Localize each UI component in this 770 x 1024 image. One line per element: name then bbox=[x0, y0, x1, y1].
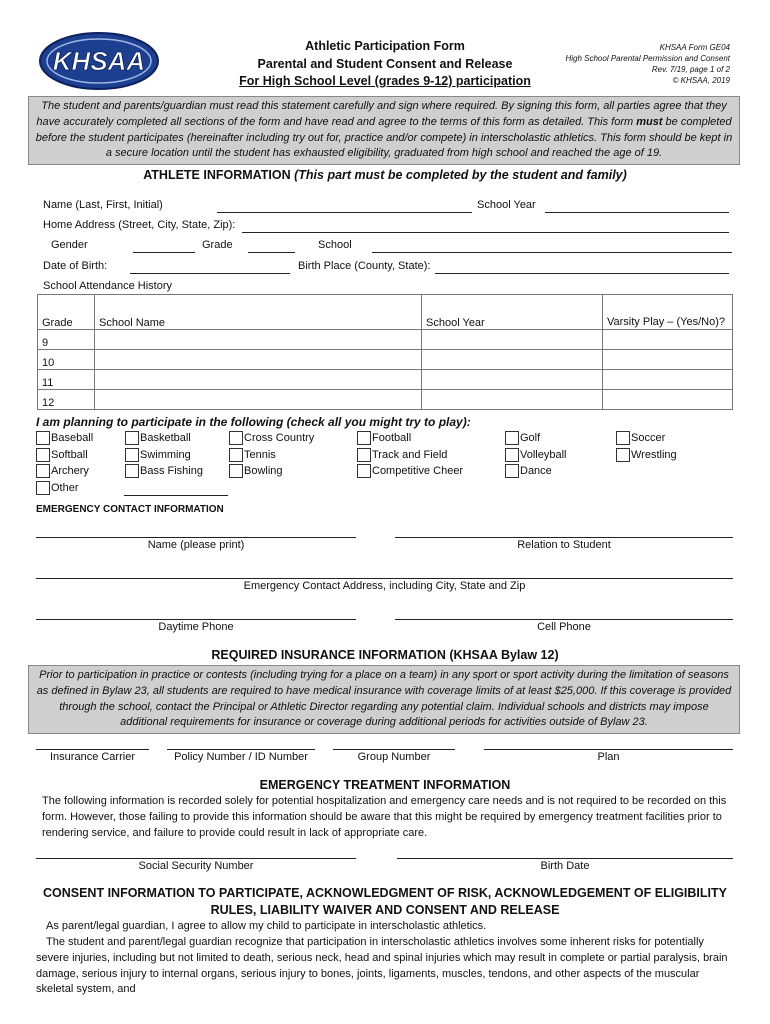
checkbox[interactable] bbox=[357, 464, 371, 478]
gender-field[interactable] bbox=[133, 252, 195, 253]
athlete-info-heading bbox=[0, 168, 770, 182]
header-grade: Grade bbox=[38, 295, 95, 330]
logo-text: KHSAA bbox=[52, 46, 146, 76]
checkbox[interactable] bbox=[125, 448, 139, 462]
emergency-treatment-text: The following information is recorded solely for potential hospitalization and emergency care needs and is not required to be recorded on this form. However, those failing to provide this information should be aware that this might be required by emergency treatment facilities prior to rendering service, and failure to provide could result in lack of appropriate care. bbox=[42, 795, 727, 839]
checkbox[interactable] bbox=[505, 464, 519, 478]
school-year-label: School Year bbox=[477, 199, 536, 211]
checkbox[interactable] bbox=[229, 448, 243, 462]
insurance-carrier-caption: Insurance Carrier bbox=[50, 751, 135, 763]
cell-phone-field[interactable] bbox=[395, 619, 733, 620]
grade-label: Grade bbox=[202, 239, 233, 251]
sport-option[interactable] bbox=[357, 463, 463, 480]
policy-number-field[interactable] bbox=[167, 749, 315, 750]
insurance-carrier-field[interactable] bbox=[36, 749, 149, 750]
gender-label: Gender bbox=[51, 239, 88, 251]
table-row bbox=[38, 390, 733, 410]
address-field[interactable] bbox=[242, 232, 729, 233]
sport-label: Track and Field bbox=[372, 448, 448, 461]
insurance-notice: Prior to participation in practice or contests (including trying for a place on a team) in any sport or sport activity during the limitation of seasons as defined in Bylaw 23, all students are required to have medical insurance with coverage limits of at least $25,000. If this coverage is provided through the school, contact the Principal or Athletic Director regarding any potential claim. Individual schools and districts may impose additional requirements for insurance or coverage during additional periods for activities outside of Bylaw 23. bbox=[28, 665, 740, 734]
checkbox[interactable] bbox=[505, 448, 519, 462]
khsaa-logo bbox=[38, 30, 160, 92]
emergency-treatment-heading: EMERGENCY TREATMENT INFORMATION bbox=[259, 778, 511, 792]
sport-label: Golf bbox=[520, 432, 541, 444]
sport-label: Archery bbox=[51, 465, 89, 477]
grade-field[interactable] bbox=[248, 252, 295, 253]
notice-text-after: be completed before the student participates (hereinafter including try out for, practice and/or compete) in interscholastic athletics. This form should be kept in a secure location until the student has exhausted eligibility, graduated from high school and reached the age of 19. bbox=[35, 115, 733, 160]
header-school-name: School Name bbox=[95, 295, 422, 330]
sport-option[interactable] bbox=[125, 463, 203, 480]
dob-label: Date of Birth: bbox=[43, 260, 108, 272]
varsity-cell[interactable] bbox=[603, 390, 733, 410]
plan-caption: Plan bbox=[597, 751, 620, 763]
ssn-caption: Social Security Number bbox=[138, 860, 254, 872]
sports-column-6 bbox=[616, 430, 677, 463]
sport-label: Cross Country bbox=[244, 432, 315, 444]
consent-heading bbox=[0, 885, 770, 919]
school-year-cell[interactable] bbox=[422, 390, 603, 410]
sport-option[interactable] bbox=[505, 447, 566, 464]
form-meta bbox=[565, 42, 730, 86]
table-row bbox=[38, 370, 733, 390]
table-row bbox=[38, 330, 733, 350]
sport-option[interactable] bbox=[36, 447, 93, 464]
sport-option[interactable] bbox=[229, 463, 314, 480]
form-subtitle: High School Parental Permission and Consent bbox=[565, 54, 730, 63]
school-year-cell[interactable] bbox=[422, 330, 603, 350]
table-row bbox=[38, 350, 733, 370]
checkbox[interactable] bbox=[36, 481, 50, 495]
school-name-cell[interactable] bbox=[95, 350, 422, 370]
header-varsity-play: Varsity Play – (Yes/No)? bbox=[603, 295, 733, 330]
sport-label: Bowling bbox=[244, 465, 283, 477]
sport-option[interactable] bbox=[36, 480, 93, 497]
contact-address-field[interactable] bbox=[36, 578, 733, 579]
instructions-notice bbox=[28, 96, 740, 165]
sport-label: Competitive Cheer bbox=[372, 465, 464, 477]
varsity-cell[interactable] bbox=[603, 330, 733, 350]
checkbox[interactable] bbox=[125, 464, 139, 478]
insurance-heading: REQUIRED INSURANCE INFORMATION (KHSAA Bylaw 12) bbox=[211, 648, 559, 662]
checkbox[interactable] bbox=[616, 431, 630, 445]
ssn-field[interactable] bbox=[36, 858, 356, 859]
sport-label: Swimming bbox=[140, 448, 191, 461]
sport-option[interactable] bbox=[229, 430, 314, 447]
athlete-heading-note: (This part must be completed by the student and family) bbox=[294, 168, 627, 182]
form-copyright: © KHSAA, 2019 bbox=[672, 76, 730, 85]
school-name-cell[interactable] bbox=[95, 330, 422, 350]
checkbox[interactable] bbox=[36, 448, 50, 462]
sport-label: Volleyball bbox=[520, 448, 567, 461]
cell-phone-caption: Cell Phone bbox=[537, 621, 591, 633]
checkbox[interactable] bbox=[357, 448, 371, 462]
name-label: Name (Last, First, Initial) bbox=[43, 199, 163, 211]
group-number-caption: Group Number bbox=[357, 751, 431, 763]
plan-field[interactable] bbox=[484, 749, 733, 750]
school-field[interactable] bbox=[372, 252, 732, 253]
sports-heading: I am planning to participate in the following (check all you might try to play): bbox=[36, 415, 471, 429]
logo-emblem bbox=[38, 30, 160, 92]
consent-paragraph-2: The student and parent/legal guardian recognize that participation in interscholastic athletics involves some inherent risks for potentially severe injuries, including but not limited to death, serious neck, head and spinal injuries which may result in complete or partial paralysis, brain damage, serious injury to internal organs, serious injury to bones, joints, ligaments, muscles, tendons, and other aspects of the muscular skeletal system, and bbox=[36, 936, 728, 996]
contact-name-caption: Name (please print) bbox=[147, 539, 245, 551]
sports-column-1 bbox=[36, 430, 93, 496]
name-field[interactable] bbox=[217, 212, 472, 213]
sport-option[interactable] bbox=[125, 430, 203, 447]
attendance-table bbox=[37, 294, 733, 410]
notice-text-bold: must bbox=[636, 115, 663, 128]
sport-option[interactable] bbox=[505, 463, 566, 480]
school-name-cell[interactable] bbox=[95, 390, 422, 410]
consent-heading-line-2: RULES, LIABILITY WAIVER AND CONSENT AND RELEASE bbox=[210, 903, 560, 917]
checkbox[interactable] bbox=[36, 464, 50, 478]
table-header-row bbox=[38, 295, 733, 330]
sport-label: Wrestling bbox=[631, 448, 677, 461]
row-grade: 10 bbox=[38, 350, 95, 370]
row-grade: 9 bbox=[38, 330, 95, 350]
dob-field[interactable] bbox=[130, 273, 290, 274]
sports-column-5 bbox=[505, 430, 566, 480]
sport-label: Bass Fishing bbox=[140, 465, 203, 477]
sport-option[interactable] bbox=[229, 447, 314, 464]
birthplace-label: Birth Place (County, State): bbox=[298, 260, 431, 272]
consent-paragraph-1: As parent/legal guardian, I agree to allow my child to participate in interscholastic athletics. bbox=[46, 920, 487, 932]
sport-option[interactable] bbox=[36, 430, 93, 447]
sport-option[interactable] bbox=[616, 447, 677, 464]
checkbox[interactable] bbox=[616, 448, 630, 462]
form-revision: Rev. 7/19, page 1 of 2 bbox=[651, 65, 730, 74]
school-year-field[interactable] bbox=[545, 212, 729, 213]
varsity-cell[interactable] bbox=[603, 350, 733, 370]
row-grade: 12 bbox=[38, 390, 95, 410]
form-title bbox=[190, 38, 580, 91]
sports-column-2 bbox=[125, 430, 203, 480]
sport-label: Other bbox=[51, 481, 79, 494]
title-line-3: For High School Level (grades 9-12) participation bbox=[239, 74, 531, 88]
school-year-cell[interactable] bbox=[422, 370, 603, 390]
varsity-cell[interactable] bbox=[603, 370, 733, 390]
school-name-cell[interactable] bbox=[95, 370, 422, 390]
contact-address-caption: Emergency Contact Address, including City, State and Zip bbox=[243, 580, 526, 592]
sport-option[interactable] bbox=[357, 430, 463, 447]
sport-option[interactable] bbox=[505, 430, 566, 447]
athlete-heading-text: ATHLETE INFORMATION bbox=[143, 168, 291, 182]
row-grade: 11 bbox=[38, 370, 95, 390]
birth-date-caption: Birth Date bbox=[540, 860, 590, 872]
sport-option[interactable] bbox=[36, 463, 93, 480]
daytime-phone-field[interactable] bbox=[36, 619, 356, 620]
title-line-1: Athletic Participation Form bbox=[305, 39, 465, 53]
address-label: Home Address (Street, City, State, Zip): bbox=[43, 219, 236, 231]
policy-number-caption: Policy Number / ID Number bbox=[174, 751, 308, 763]
sports-column-3 bbox=[229, 430, 314, 480]
checkbox[interactable] bbox=[36, 431, 50, 445]
consent-heading-line-1: CONSENT INFORMATION TO PARTICIPATE, ACKNOWLEDGMENT OF RISK, ACKNOWLEDGEMENT OF ELIGIBILITY bbox=[42, 886, 727, 900]
checkbox[interactable] bbox=[125, 431, 139, 445]
sports-column-4 bbox=[357, 430, 463, 480]
sport-label: Baseball bbox=[51, 432, 94, 444]
sport-label: Softball bbox=[51, 448, 88, 461]
sport-label: Tennis bbox=[244, 448, 276, 461]
checkbox[interactable] bbox=[229, 431, 243, 445]
school-year-cell[interactable] bbox=[422, 350, 603, 370]
relation-field[interactable] bbox=[395, 537, 733, 538]
form-number: KHSAA Form GE04 bbox=[659, 43, 730, 52]
emergency-contact-heading: EMERGENCY CONTACT INFORMATION bbox=[36, 504, 224, 515]
sport-label: Soccer bbox=[631, 432, 666, 444]
attendance-history-label: School Attendance History bbox=[43, 280, 173, 292]
header-school-year: School Year bbox=[422, 295, 603, 330]
sport-option[interactable] bbox=[357, 447, 463, 464]
birthplace-field[interactable] bbox=[435, 273, 729, 274]
sport-label: Football bbox=[372, 432, 412, 444]
group-number-field[interactable] bbox=[333, 749, 455, 750]
sport-option[interactable] bbox=[125, 447, 203, 464]
checkbox[interactable] bbox=[229, 464, 243, 478]
daytime-phone-caption: Daytime Phone bbox=[158, 621, 234, 633]
birth-date-field[interactable] bbox=[397, 858, 733, 859]
sport-option[interactable] bbox=[616, 430, 677, 447]
school-label: School bbox=[318, 239, 352, 251]
other-sport-field[interactable] bbox=[124, 495, 228, 496]
relation-caption: Relation to Student bbox=[517, 539, 611, 551]
contact-name-field[interactable] bbox=[36, 537, 356, 538]
checkbox[interactable] bbox=[505, 431, 519, 445]
sport-label: Dance bbox=[520, 465, 552, 477]
title-line-2: Parental and Student Consent and Release bbox=[257, 56, 513, 71]
notice-text-before: The student and parents/guardian must read this statement carefully and sign where required. By signing this form, all parties agree that they have accurately completed all sections of the form and have read and agree to the terms of this form as detailed. This form bbox=[36, 100, 727, 128]
checkbox[interactable] bbox=[357, 431, 371, 445]
sport-label: Basketball bbox=[140, 432, 191, 444]
